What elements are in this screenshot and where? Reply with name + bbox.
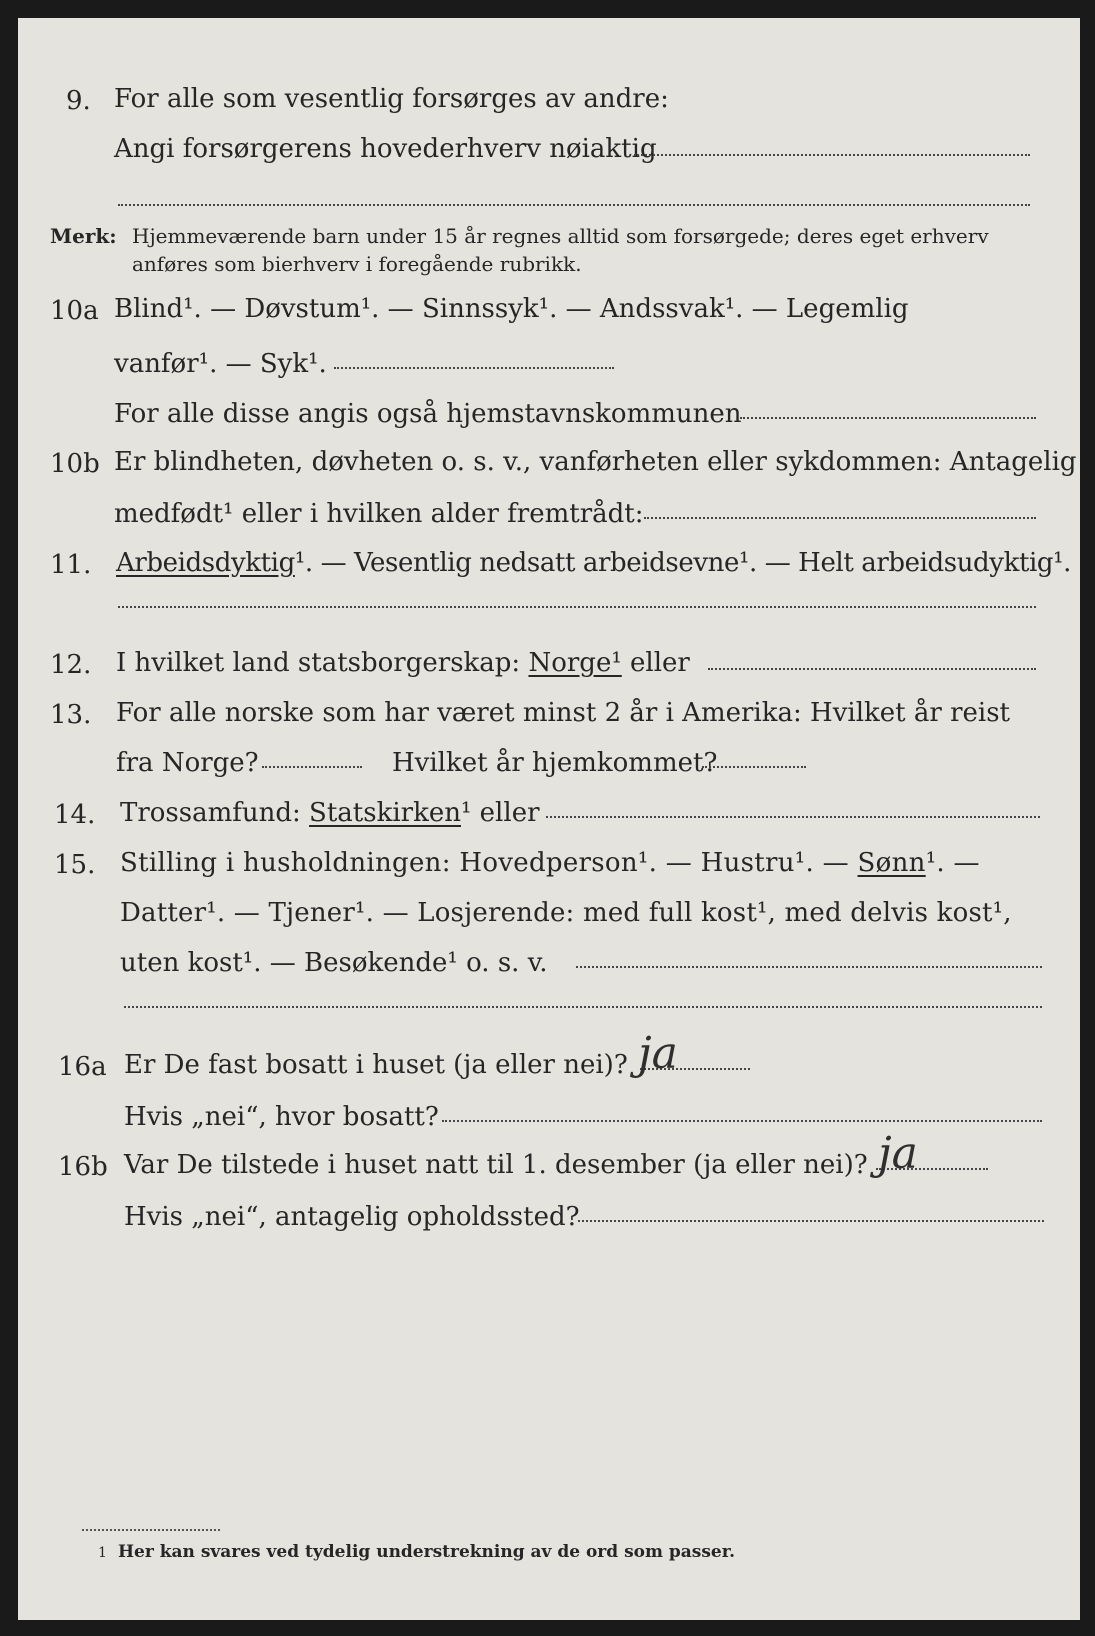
q16a-handwritten-answer: ja [638, 1028, 678, 1079]
q12-post: eller [630, 648, 690, 678]
q15-answer-line-2[interactable] [124, 1006, 1042, 1008]
q16a-line2: Hvis „nei“, hvor bosatt? [124, 1102, 439, 1132]
q10a-answer-line-1[interactable] [334, 367, 614, 369]
q15-line1a: Stilling i husholdningen: Hovedperson¹. — Hustru¹. — [120, 848, 849, 878]
q10b-line2: medfødt¹ eller i hvilken alder fremtrådt: [114, 499, 644, 529]
q15-number: 15. [54, 850, 96, 880]
q16b-line1: Var De tilstede i huset natt til 1. desember (ja eller nei)? [124, 1150, 868, 1180]
q11-option-arbeidsdyktig-underlined[interactable]: Arbeidsdyktig [116, 548, 295, 578]
q14-post: ¹ eller [460, 798, 540, 828]
q9-line2: Angi forsørgerens hovederhverv nøiaktig [114, 134, 657, 164]
q11-number: 11. [50, 550, 92, 580]
q10a-line1: Blind¹. — Døvstum¹. — Sinnssyk¹. — Andssvak¹. — Legemlig [114, 294, 909, 324]
q16b-handwritten-answer: ja [878, 1128, 918, 1179]
q15-line1 [120, 850, 980, 876]
q15-line3: uten kost¹. — Besøkende¹ o. s. v. [120, 948, 548, 978]
q13-line2b: Hvilket år hjemkommet? [392, 748, 718, 778]
merk-line2: anføres som bierhverv i foregående rubrikk. [132, 252, 582, 276]
footnote-mark: 1 [98, 1545, 107, 1561]
q16b-number: 16b [58, 1152, 108, 1182]
q16a-number: 16a [58, 1052, 107, 1082]
q9-answer-line-2[interactable] [118, 204, 1030, 206]
q16b-line2: Hvis „nei“, antagelig opholdssted? [124, 1202, 580, 1232]
footnote-separator [82, 1529, 220, 1531]
q12-number: 12. [50, 650, 92, 680]
q14-number: 14. [54, 800, 96, 830]
merk-label: Merk: [50, 224, 117, 248]
q10b-number: 10b [50, 449, 100, 479]
q15-line2: Datter¹. — Tjener¹. — Losjerende: med full kost¹, med delvis kost¹, [120, 898, 1012, 928]
q14-line [120, 800, 540, 826]
census-form-page [18, 18, 1080, 1620]
footnote-text: Her kan svares ved tydelig understrekning av de ord som passer. [118, 1542, 736, 1562]
q15-answer-line-1[interactable] [576, 966, 1042, 968]
q13-number: 13. [50, 700, 92, 730]
q10a-answer-line-2[interactable] [740, 417, 1036, 419]
q12-option-norge-underlined[interactable]: Norge¹ [528, 648, 622, 678]
q9-line1: For alle som vesentlig forsørges av andre: [114, 84, 669, 114]
q12-pre: I hvilket land statsborgerskap: [116, 648, 521, 678]
q12-answer-line[interactable] [708, 668, 1036, 670]
q14-pre: Trossamfund: [120, 798, 301, 828]
q15-line1b: ¹. — [925, 848, 980, 878]
q10a-line3: For alle disse angis også hjemstavnskommunen [114, 399, 742, 429]
q13-answer-line-reist[interactable] [262, 766, 362, 768]
q13-answer-line-hjemkommet[interactable] [702, 766, 806, 768]
q11-answer-line[interactable] [118, 606, 1036, 608]
q14-answer-line[interactable] [546, 816, 1040, 818]
q10b-line1: Er blindheten, døvheten o. s. v., vanførheten eller sykdommen: Antagelig [114, 447, 1077, 477]
q13-line2a: fra Norge? [116, 748, 259, 778]
q11-rest: ¹. — Vesentlig nedsatt arbeidsevne¹. — Helt arbeidsudyktig¹. [294, 548, 1072, 578]
q11-line [116, 550, 1071, 576]
q16a-line1: Er De fast bosatt i huset (ja eller nei)? [124, 1050, 628, 1080]
q13-line1: For alle norske som har været minst 2 år i Amerika: Hvilket år reist [116, 698, 1010, 728]
q10a-number: 10a [50, 296, 99, 326]
q16a-answer-line-bosatt[interactable] [442, 1120, 1042, 1122]
q12-line [116, 650, 690, 676]
q10b-answer-line[interactable] [644, 517, 1036, 519]
q14-option-statskirken-underlined[interactable]: Statskirken [309, 798, 461, 828]
q15-option-sonn-underlined[interactable]: Sønn [857, 848, 926, 878]
q9-number: 9. [66, 86, 91, 116]
merk-line1: Hjemmeværende barn under 15 år regnes alltid som forsørgede; deres eget erhverv [132, 224, 989, 248]
q9-answer-line-1[interactable] [634, 154, 1030, 156]
q10a-line2: vanfør¹. — Syk¹. [114, 349, 327, 379]
q16b-answer-line-opholdssted[interactable] [578, 1220, 1044, 1222]
